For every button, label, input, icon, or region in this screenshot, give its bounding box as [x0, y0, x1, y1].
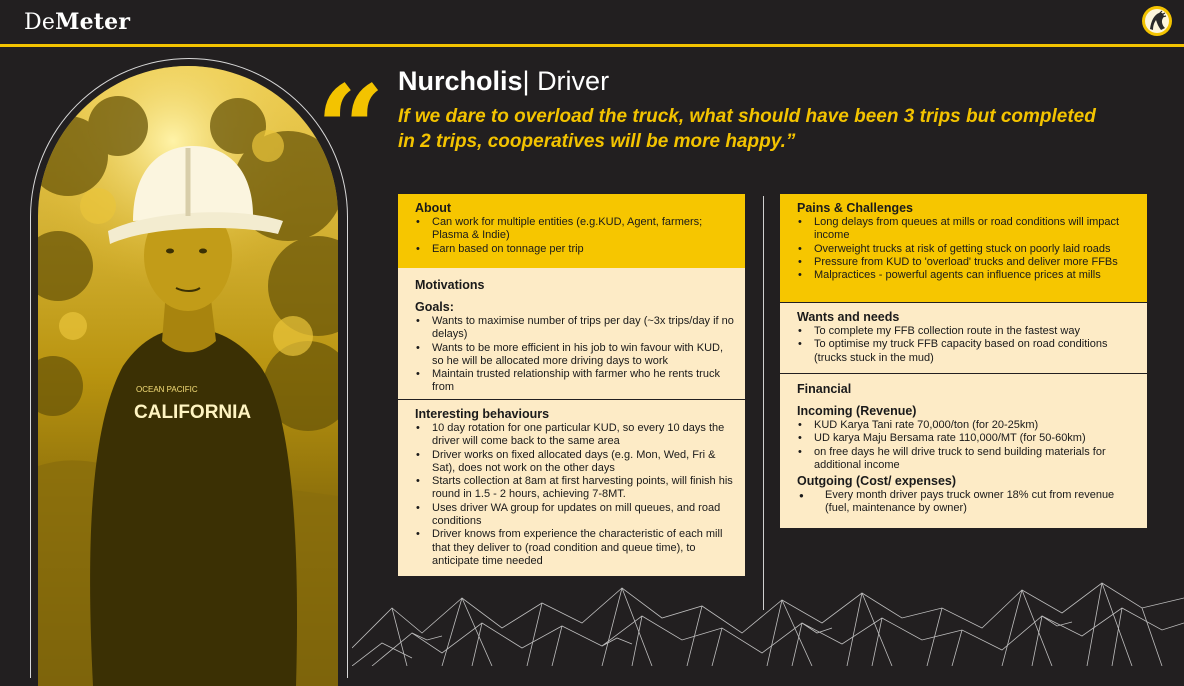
wants-list: [797, 325, 1139, 365]
list-item: • on free days he will drive truck to send building materials for additional income: [797, 446, 1139, 473]
outgoing-list: [797, 489, 1139, 516]
list-item: • UD karya Maju Bersama rate 110,000/MT (for 50-60km): [797, 432, 1139, 445]
motivations-card: [398, 268, 745, 399]
pains-card: [780, 194, 1147, 302]
about-title: About: [415, 201, 452, 215]
list-item: • Long delays from queues at mills or road conditions will impact income: [797, 216, 1139, 243]
about-list: [415, 216, 737, 256]
column-divider: [763, 196, 764, 610]
about-card: [398, 194, 745, 268]
goals-title: Goals:: [415, 300, 454, 314]
behaviours-title: Interesting behaviours: [415, 407, 550, 421]
list-item: • Wants to be more efficient in his job to win favour with KUD, so he will be allocated more driving days to work: [415, 342, 737, 369]
wants-card: [780, 303, 1147, 373]
list-item: • Pressure from KUD to 'overload' trucks and deliver more FFBs: [797, 256, 1139, 269]
persona-role: Driver: [537, 66, 610, 96]
list-item: • To complete my FFB collection route in the fastest way: [797, 325, 1139, 338]
mountain-decoration-icon: [352, 578, 1184, 666]
logo-light-text: De: [24, 10, 56, 35]
list-item: • Starts collection at 8am at first harvesting points, will finish his round in 1.5 - 2 hours, achieving 7-8MT.: [415, 475, 737, 502]
list-item: • Can work for multiple entities (e.g.KUD, Agent, farmers; Plasma & Indie): [415, 216, 737, 243]
shirt-print-text: CALIFORNIA: [134, 402, 252, 423]
incoming-title: Incoming (Revenue): [797, 404, 917, 418]
persona-photo: [38, 66, 338, 686]
list-item: • Uses driver WA group for updates on mill queues, and road conditions: [415, 502, 737, 529]
list-item: • Wants to maximise number of trips per day (~3x trips/day if no delays): [415, 315, 737, 342]
list-item: • Driver knows from experience the characteristic of each mill that they deliver to (road condition and queue time), to anticipate time needed: [415, 528, 737, 568]
behaviours-list: [415, 422, 737, 568]
list-item: • Malpractices - powerful agents can influence prices at mills: [797, 269, 1139, 282]
demeter-logo: [24, 9, 130, 35]
shirt-print-small: OCEAN PACIFIC: [136, 385, 198, 394]
motivations-title: Motivations: [415, 278, 485, 292]
list-item: • Driver works on fixed allocated days (e.g. Mon, Wed, Fri & Sat), does not work on the other days: [415, 449, 737, 476]
goals-list: [415, 315, 737, 395]
brand-badge-icon: [1141, 5, 1173, 37]
financial-card: [780, 374, 1147, 528]
title-separator: |: [522, 66, 530, 96]
list-item: • Earn based on tonnage per trip: [415, 243, 737, 256]
list-item: ● Every month driver pays truck owner 18% cut from revenue (fuel, maintenance by owner): [797, 489, 1139, 516]
persona-title: [398, 66, 609, 97]
top-bar: [0, 0, 1184, 47]
list-item: • 10 day rotation for one particular KUD, so every 10 days the driver will come back to the same area: [415, 422, 737, 449]
list-item: • Overweight trucks at risk of getting stuck on poorly laid roads: [797, 243, 1139, 256]
outgoing-title: Outgoing (Cost/ expenses): [797, 474, 957, 489]
persona-name: Nurcholis: [398, 66, 523, 96]
pains-list: [797, 216, 1139, 282]
list-item: • To optimise my truck FFB capacity based on road conditions (trucks stuck in the mud): [797, 338, 1139, 365]
driver-portrait-image: [38, 66, 338, 686]
list-item: • KUD Karya Tani rate 70,000/ton (for 20-25km): [797, 419, 1139, 432]
list-item: • Maintain trusted relationship with farmer who he rents truck from: [415, 368, 737, 395]
logo-bold-text: Meter: [55, 9, 131, 35]
pains-title: Pains & Challenges: [797, 201, 914, 215]
persona-quote: If we dare to overload the truck, what should have been 3 trips but completed in 2 trips, cooperatives will be more happy.”: [398, 106, 1096, 152]
quote-mark-icon: “: [316, 59, 386, 200]
incoming-list: [797, 419, 1139, 472]
wants-title: Wants and needs: [797, 310, 900, 324]
behaviours-card: [398, 400, 745, 576]
financial-title: Financial: [797, 382, 852, 396]
